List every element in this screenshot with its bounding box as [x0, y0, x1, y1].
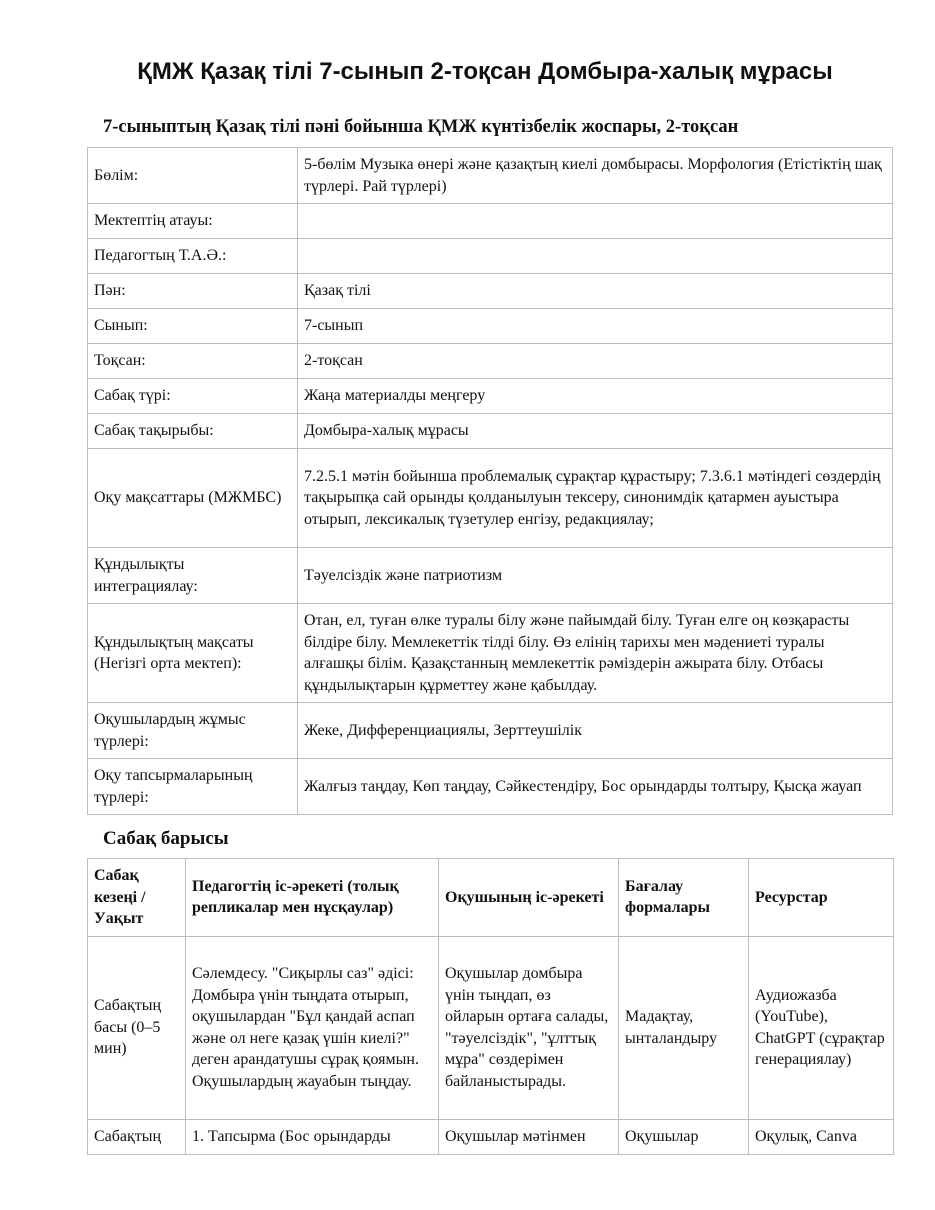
table-cell: Сабақтың	[88, 1119, 186, 1154]
table-cell: Сабақтың басы (0–5 мин)	[88, 936, 186, 1119]
document-subtitle: 7-сыныптың Қазақ тілі пәні бойынша ҚМЖ күнтізбелік жоспары, 2-тоқсан	[103, 117, 739, 137]
row-label: Педагогтың Т.А.Ә.:	[88, 239, 298, 274]
table-cell: Мадақтау, ынталандыру	[619, 936, 749, 1119]
table-row	[88, 1119, 894, 1154]
table-row	[88, 344, 893, 379]
row-label: Сабақ түрі:	[88, 379, 298, 414]
row-label: Мектептің атауы:	[88, 204, 298, 239]
row-value: Жаңа материалды меңгеру	[298, 379, 893, 414]
row-label: Пән:	[88, 274, 298, 309]
row-label: Құндылықты интеграциялау:	[88, 548, 298, 604]
row-label: Бөлім:	[88, 148, 298, 204]
row-label: Сабақ тақырыбы:	[88, 414, 298, 449]
table-row	[88, 759, 893, 815]
table-row	[88, 309, 893, 344]
row-value: Отан, ел, туған өлке туралы білу және пайымдай білу. Туған елге оң көзқарасты білдіре білу. Мемлекеттік тілді білу. Өз елінің тарихы мен мәдениеті туралы алғашқы білім. Қазақстанның мемлекеттік рәміздерін ажырата білу. Отбасы құндылықтарын құрметтеу және қабылдау.	[298, 604, 893, 703]
row-value: Домбыра-халық мұрасы	[298, 414, 893, 449]
table-row	[88, 274, 893, 309]
table-cell: Оқушылар	[619, 1119, 749, 1154]
column-header: Педагогтің іс-әрекеті (толық репликалар мен нұсқаулар)	[186, 859, 439, 937]
table-cell: Оқушылар домбыра үнін тыңдап, өз ойларын ортаға салады, "тәуелсіздік", "ұлттық мұра" сөздерімен байланыстырады.	[439, 936, 619, 1119]
table-row	[88, 936, 894, 1119]
lesson-info-table	[87, 147, 893, 815]
row-value	[298, 204, 893, 239]
table-cell: Оқушылар мәтінмен	[439, 1119, 619, 1154]
table-row	[88, 148, 893, 204]
row-value: 7-сынып	[298, 309, 893, 344]
row-value: Жалғыз таңдау, Көп таңдау, Сәйкестендіру, Бос орындарды толтыру, Қысқа жауап	[298, 759, 893, 815]
column-header: Бағалау формалары	[619, 859, 749, 937]
row-value: 7.2.5.1 мәтін бойынша проблемалық сұрақтар құрастыру; 7.3.6.1 мәтіндегі сөздердің тақырыпқа сай орынды қолданылуын тексеру, синонимдік қатармен ауыстыра отырып, лексикалық түзетулер енгізу, редакциялау;	[298, 449, 893, 548]
table-header-row	[88, 859, 894, 937]
table-row	[88, 548, 893, 604]
row-value: Қазақ тілі	[298, 274, 893, 309]
table-row	[88, 379, 893, 414]
row-label: Оқу тапсырмаларының түрлері:	[88, 759, 298, 815]
row-label: Оқушылардың жұмыс түрлері:	[88, 703, 298, 759]
table-row	[88, 239, 893, 274]
row-label: Оқу мақсаттары (МЖМБС)	[88, 449, 298, 548]
row-value: Тәуелсіздік және патриотизм	[298, 548, 893, 604]
section-title: Сабақ барысы	[103, 828, 229, 849]
lesson-flow-table	[87, 858, 894, 1155]
row-value	[298, 239, 893, 274]
row-value: 5-бөлім Музыка өнері және қазақтың киелі домбырасы. Морфология (Етістіктің шақ түрлері. Рай түрлері)	[298, 148, 893, 204]
row-value: Жеке, Дифференциациялы, Зерттеушілік	[298, 703, 893, 759]
table-cell: Сәлемдесу. "Сиқырлы саз" әдісі: Домбыра үнін тыңдата отырып, оқушылардан "Бұл қандай аспап және ол неге қазақ үшін киелі?" деген арандатушы сұрақ қоямын. Оқушылардың жауабын тыңдау.	[186, 936, 439, 1119]
column-header: Сабақ кезеңі / Уақыт	[88, 859, 186, 937]
document-title: ҚМЖ Қазақ тілі 7-сынып 2-тоқсан Домбыра-халық мұрасы	[137, 58, 833, 85]
row-label: Сынып:	[88, 309, 298, 344]
row-value: 2-тоқсан	[298, 344, 893, 379]
table-row	[88, 204, 893, 239]
row-label: Құндылықтың мақсаты (Негізгі орта мектеп):	[88, 604, 298, 703]
table-row	[88, 703, 893, 759]
table-row	[88, 414, 893, 449]
column-header: Оқушының іс-әрекеті	[439, 859, 619, 937]
table-cell: Оқулық, Canva	[749, 1119, 894, 1154]
table-cell: Аудиожазба (YouTube), ChatGPT (сұрақтар генерациялау)	[749, 936, 894, 1119]
row-label: Тоқсан:	[88, 344, 298, 379]
column-header: Ресурстар	[749, 859, 894, 937]
table-row	[88, 449, 893, 548]
table-row	[88, 604, 893, 703]
table-cell: 1. Тапсырма (Бос орындарды	[186, 1119, 439, 1154]
